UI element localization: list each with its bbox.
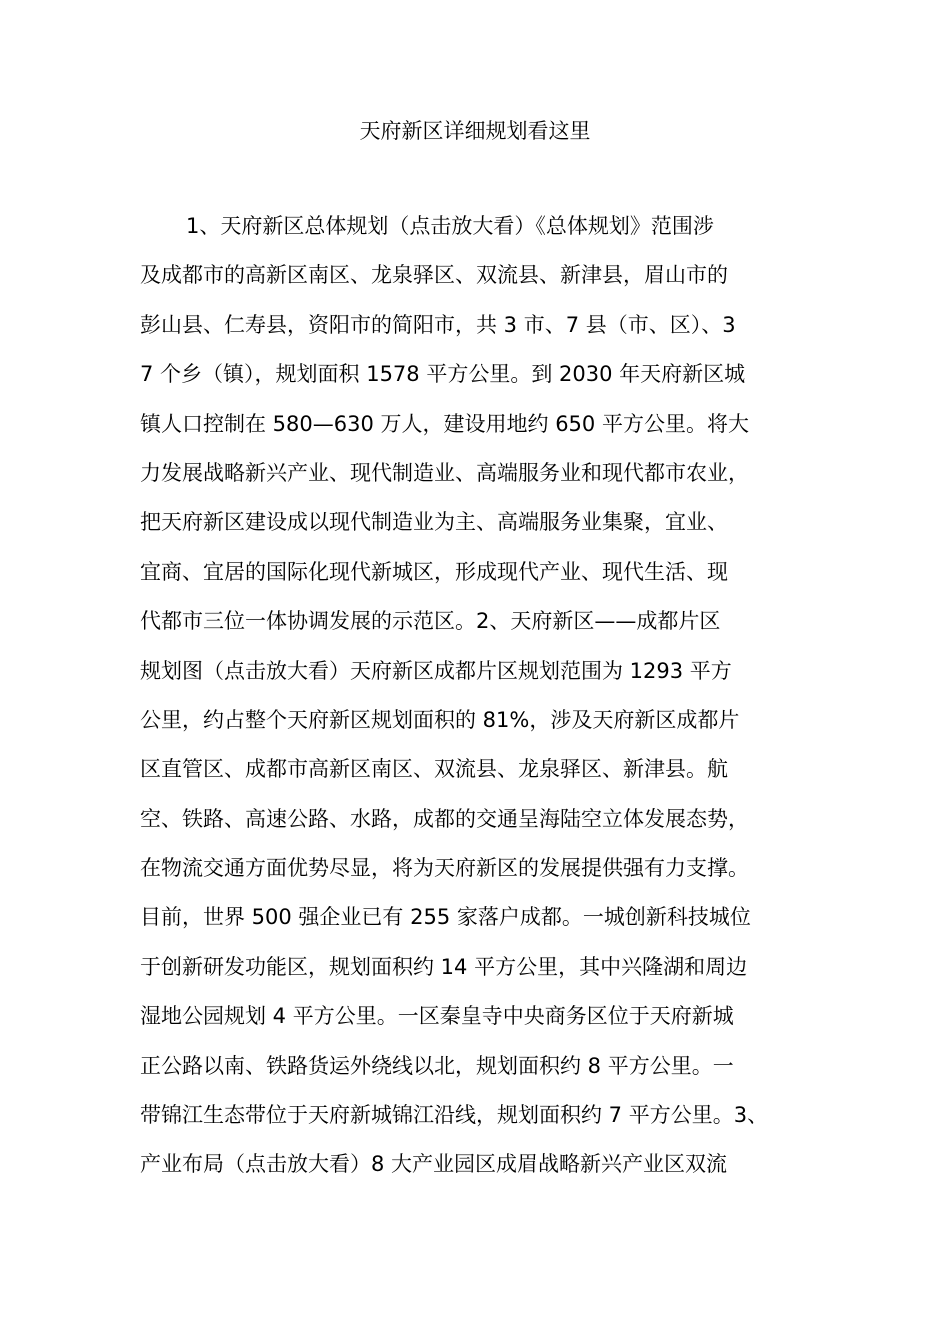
text-line: 镇人口控制在 580—630 万人，建设用地约 650 平方公里。将大 xyxy=(140,411,749,436)
text-line: 公里，约占整个天府新区规划面积的 81%，涉及天府新区成都片 xyxy=(140,707,740,732)
text-line: 产业布局（点击放大看）8 大产业园区成眉战略新兴产业区双流 xyxy=(140,1152,728,1177)
text-line: 规划图（点击放大看）天府新区成都片区规划范围为 1293 平方 xyxy=(140,658,732,683)
text-line: 区直管区、成都市高新区南区、双流县、龙泉驿区、新津县。航 xyxy=(140,757,728,782)
text-line: 湿地公园规划 4 平方公里。一区秦皇寺中央商务区位于天府新城 xyxy=(140,1004,734,1029)
text-line: 1、天府新区总体规划（点击放大看）《总体规划》范围涉 xyxy=(186,214,714,238)
text-line: 及成都市的高新区南区、龙泉驿区、双流县、新津县，眉山市的 xyxy=(140,263,728,288)
text-line: 在物流交通方面优势尽显，将为天府新区的发展提供强有力支撑。 xyxy=(140,856,749,881)
text-line: 带锦江生态带位于天府新城锦江沿线，规划面积约 7 平方公里。3、 xyxy=(140,1103,769,1128)
text-line: 宜商、宜居的国际化现代新城区，形成现代产业、现代生活、现 xyxy=(140,559,728,584)
document-title: 天府新区详细规划看这里 xyxy=(359,119,591,143)
text-line: 于创新研发功能区，规划面积约 14 平方公里，其中兴隆湖和周边 xyxy=(140,954,748,979)
text-line: 目前，世界 500 强企业已有 255 家落户成都。一城创新科技城位 xyxy=(140,905,751,930)
text-line: 正公路以南、铁路货运外绕线以北，规划面积约 8 平方公里。一 xyxy=(140,1053,734,1078)
document-body xyxy=(140,210,820,1198)
text-line: 空、铁路、高速公路、水路，成都的交通呈海陆空立体发展态势， xyxy=(140,806,749,831)
text-line: 彭山县、仁寿县，资阳市的简阳市，共 3 市、7 县（市、区）、3 xyxy=(140,312,736,337)
text-line: 7 个乡（镇），规划面积 1578 平方公里。到 2030 年天府新区城 xyxy=(140,362,746,387)
text-line: 力发展战略新兴产业、现代制造业、高端服务业和现代都市农业， xyxy=(140,460,749,485)
text-line: 代都市三位一体协调发展的示范区。2、天府新区——成都片区 xyxy=(140,609,721,634)
text-line: 把天府新区建设成以现代制造业为主、高端服务业集聚，宜业、 xyxy=(140,510,728,535)
